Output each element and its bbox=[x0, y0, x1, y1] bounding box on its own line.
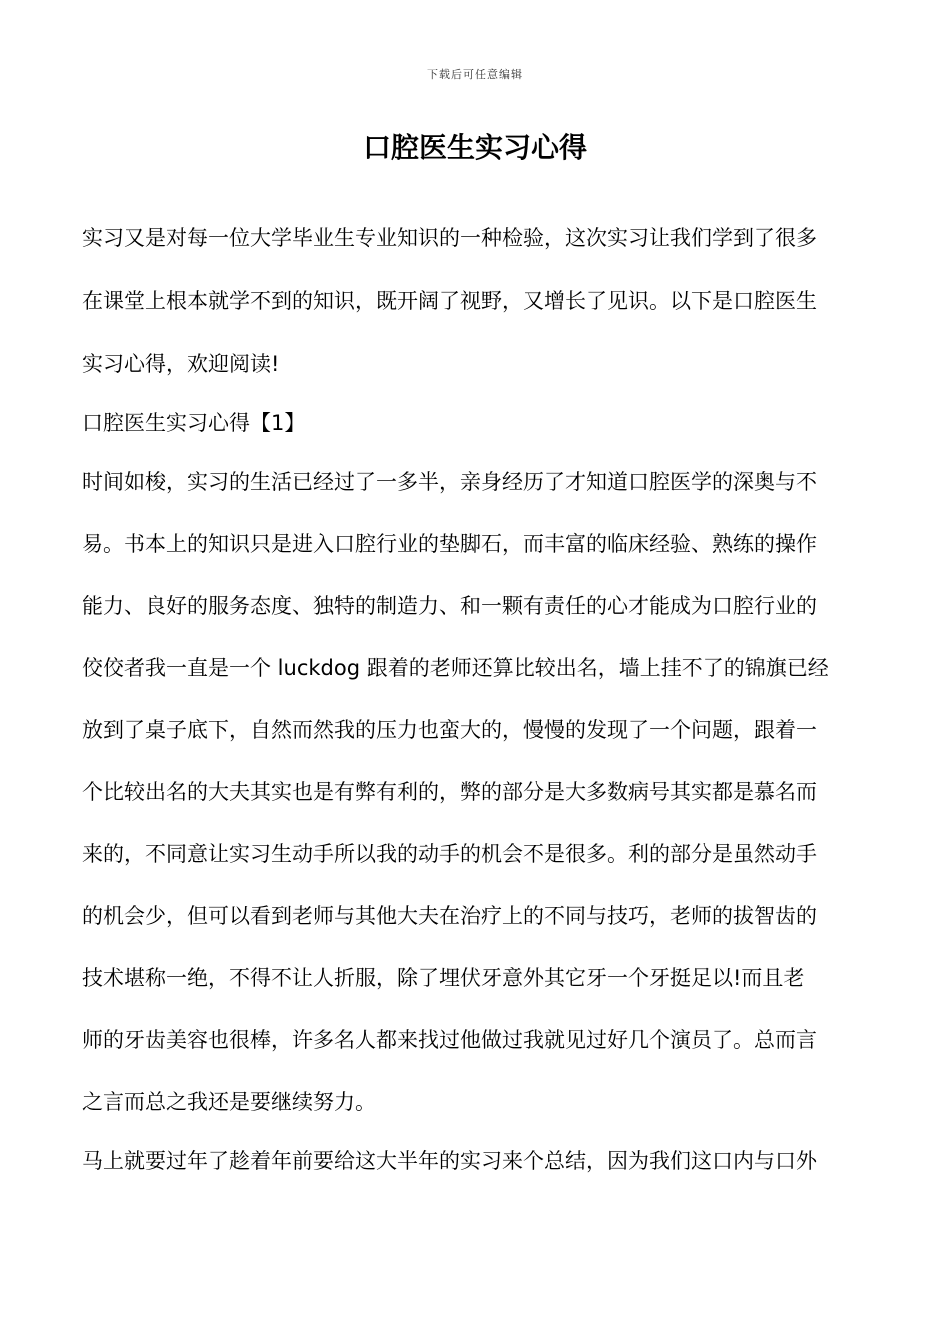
body-line: 佼佼者我一直是一个 luckdog 跟着的老师还算比较出名，墙上挂不了的锦旗已经 bbox=[82, 656, 829, 680]
body-line: 的机会少，但可以看到老师与其他大夫在治疗上的不同与技巧，老师的拔智齿的 bbox=[82, 904, 817, 928]
body-line: 来的，不同意让实习生动手所以我的动手的机会不是很多。利的部分是虽然动手 bbox=[82, 842, 817, 866]
body-line: 技术堪称一绝，不得不让人折服，除了埋伏牙意外其它牙一个牙挺足以!而且老 bbox=[82, 966, 805, 990]
body-line: 能力、良好的服务态度、独特的制造力、和一颗有责任的心才能成为口腔行业的 bbox=[82, 594, 817, 618]
body-line: 师的牙齿美容也很棒，许多名人都来找过他做过我就见过好几个演员了。总而言 bbox=[82, 1028, 817, 1052]
intro-line: 实习心得，欢迎阅读! bbox=[82, 352, 280, 376]
intro-line: 在课堂上根本就学不到的知识，既开阔了视野，又增长了见识。以下是口腔医生 bbox=[82, 289, 817, 313]
document-title: 口腔医生实习心得 bbox=[362, 131, 587, 164]
document-body bbox=[82, 216, 872, 1183]
body-paragraph bbox=[82, 460, 872, 1124]
intro-line: 实习又是对每一位大学毕业生专业知识的一种检验，这次实习让我们学到了很多 bbox=[82, 226, 817, 250]
body-line: 易。书本上的知识只是进入口腔行业的垫脚石，而丰富的临床经验、熟练的操作 bbox=[82, 532, 817, 556]
body-line: 放到了桌子底下，自然而然我的压力也蛮大的，慢慢的发现了一个问题，跟着一 bbox=[82, 718, 817, 742]
body-line: 时间如梭，实习的生活已经过了一多半，亲身经历了才知道口腔医学的深奥与不 bbox=[82, 470, 817, 494]
section-heading: 口腔医生实习心得【1】 bbox=[82, 411, 306, 435]
body-line: 个比较出名的大夫其实也是有弊有利的，弊的部分是大多数病号其实都是慕名而 bbox=[82, 780, 817, 804]
intro-paragraph bbox=[82, 216, 872, 386]
header-note: 下载后可任意编辑 bbox=[427, 68, 523, 81]
final-paragraph-line: 马上就要过年了趁着年前要给这大半年的实习来个总结，因为我们这口内与口外 bbox=[82, 1149, 817, 1173]
body-line: 之言而总之我还是要继续努力。 bbox=[82, 1090, 376, 1114]
